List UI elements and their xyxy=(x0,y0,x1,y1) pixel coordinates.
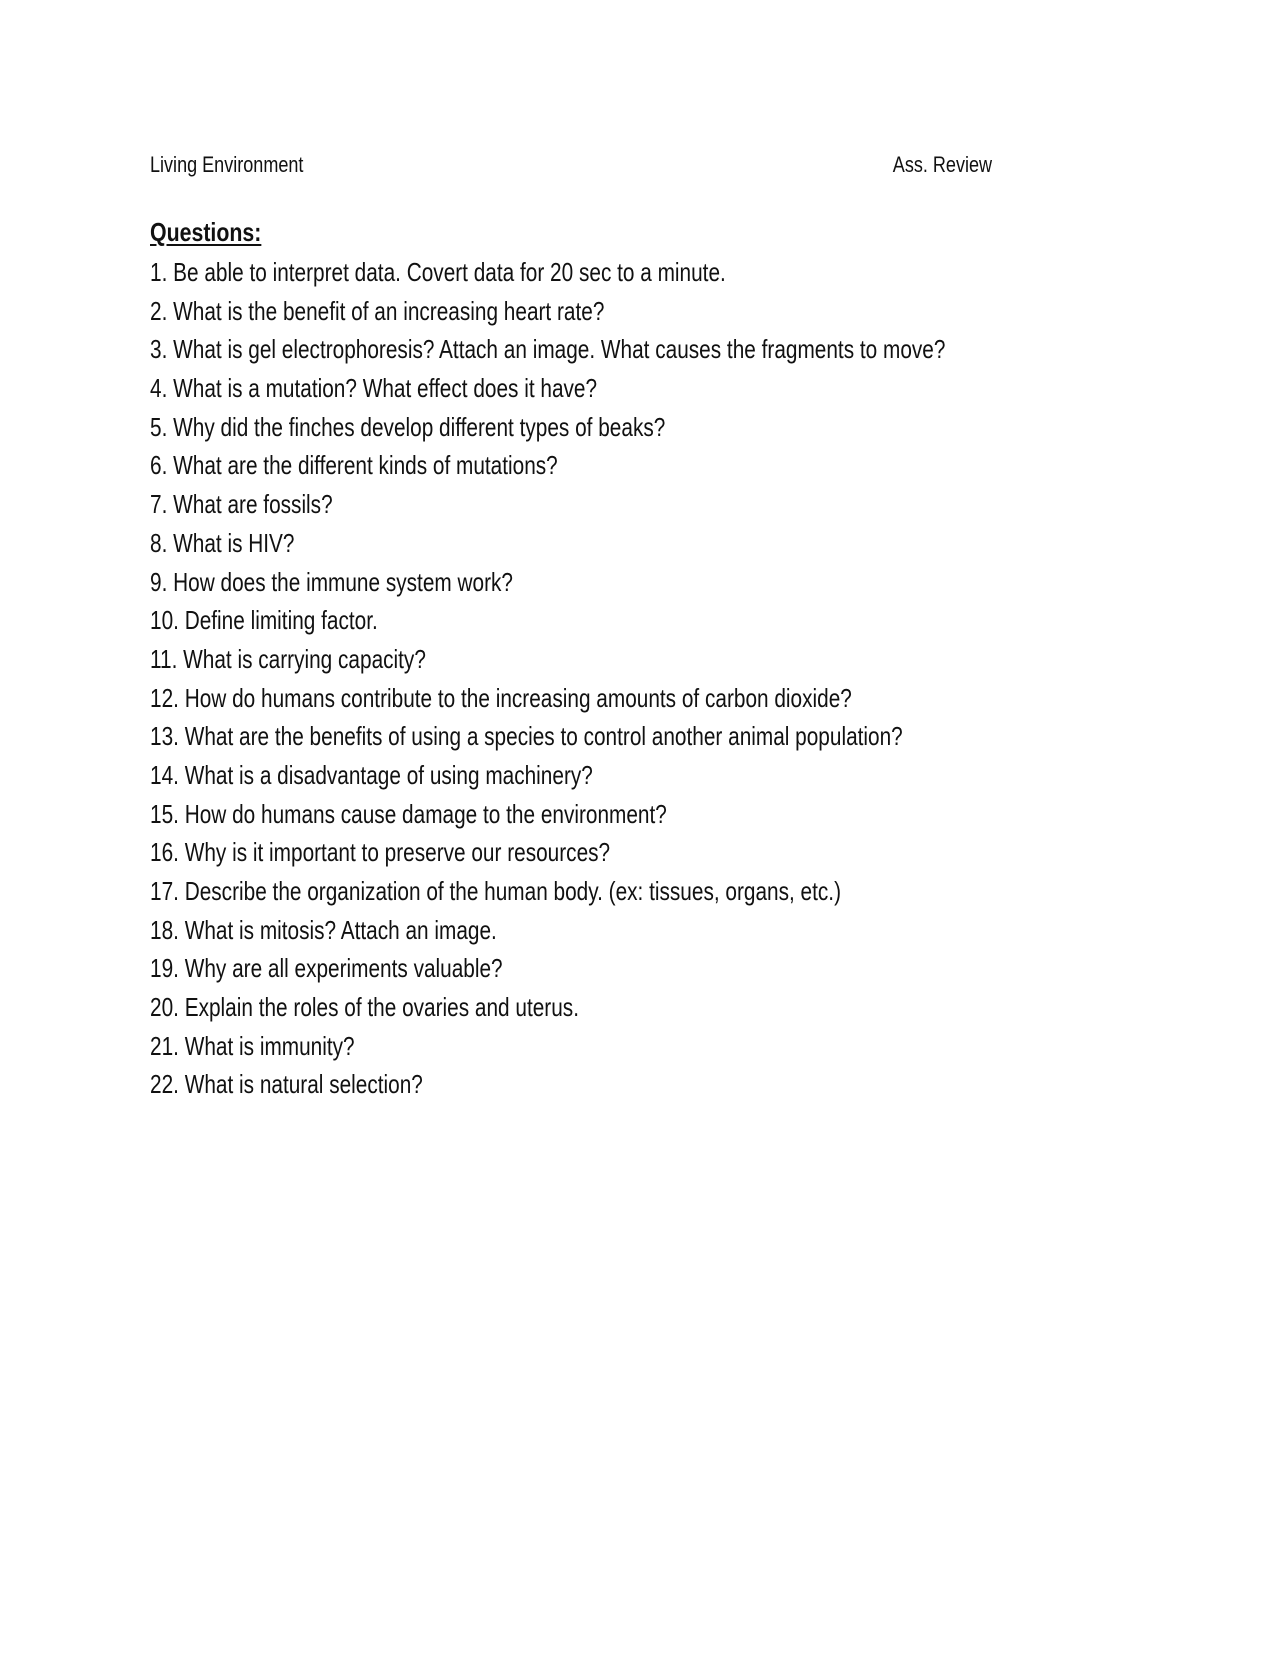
question-item: 5. Why did the finches develop different types of beaks? xyxy=(150,411,666,442)
question-item: 12. How do humans contribute to the increasing amounts of carbon dioxide? xyxy=(150,682,852,713)
question-item: 16. Why is it important to preserve our resources? xyxy=(150,837,611,868)
question-item: 22. What is natural selection? xyxy=(150,1069,423,1100)
question-item: 2. What is the benefit of an increasing heart rate? xyxy=(150,295,605,326)
question-item: 14. What is a disadvantage of using machinery? xyxy=(150,759,593,790)
question-item: 6. What are the different kinds of mutations? xyxy=(150,450,558,481)
question-item: 9. How does the immune system work? xyxy=(150,566,513,597)
question-item: 21. What is immunity? xyxy=(150,1030,355,1061)
question-item: 13. What are the benefits of using a species to control another animal population? xyxy=(150,721,903,752)
question-item: 19. Why are all experiments valuable? xyxy=(150,953,503,984)
question-item: 11. What is carrying capacity? xyxy=(150,643,426,674)
section-title: Questions: xyxy=(150,217,262,247)
question-item: 8. What is HIV? xyxy=(150,527,295,558)
question-item: 10. Define limiting factor. xyxy=(150,605,378,636)
question-item: 18. What is mitosis? Attach an image. xyxy=(150,914,497,945)
question-item: 4. What is a mutation? What effect does it have? xyxy=(150,373,598,404)
document-type: Ass. Review xyxy=(892,152,992,177)
question-item: 1. Be able to interpret data. Covert data for 20 sec to a minute. xyxy=(150,257,726,287)
question-item: 20. Explain the roles of the ovaries and uterus. xyxy=(150,992,579,1023)
question-item: 15. How do humans cause damage to the environment? xyxy=(150,798,667,829)
question-item: 7. What are fossils? xyxy=(150,489,333,520)
question-item: 3. What is gel electrophoresis? Attach an image. What causes the fragments to move? xyxy=(150,334,946,365)
course-name: Living Environment xyxy=(150,152,304,177)
question-item: 17. Describe the organization of the human body. (ex: tissues, organs, etc.) xyxy=(150,876,842,906)
questions-list xyxy=(150,256,1144,1107)
page-header xyxy=(150,152,992,182)
